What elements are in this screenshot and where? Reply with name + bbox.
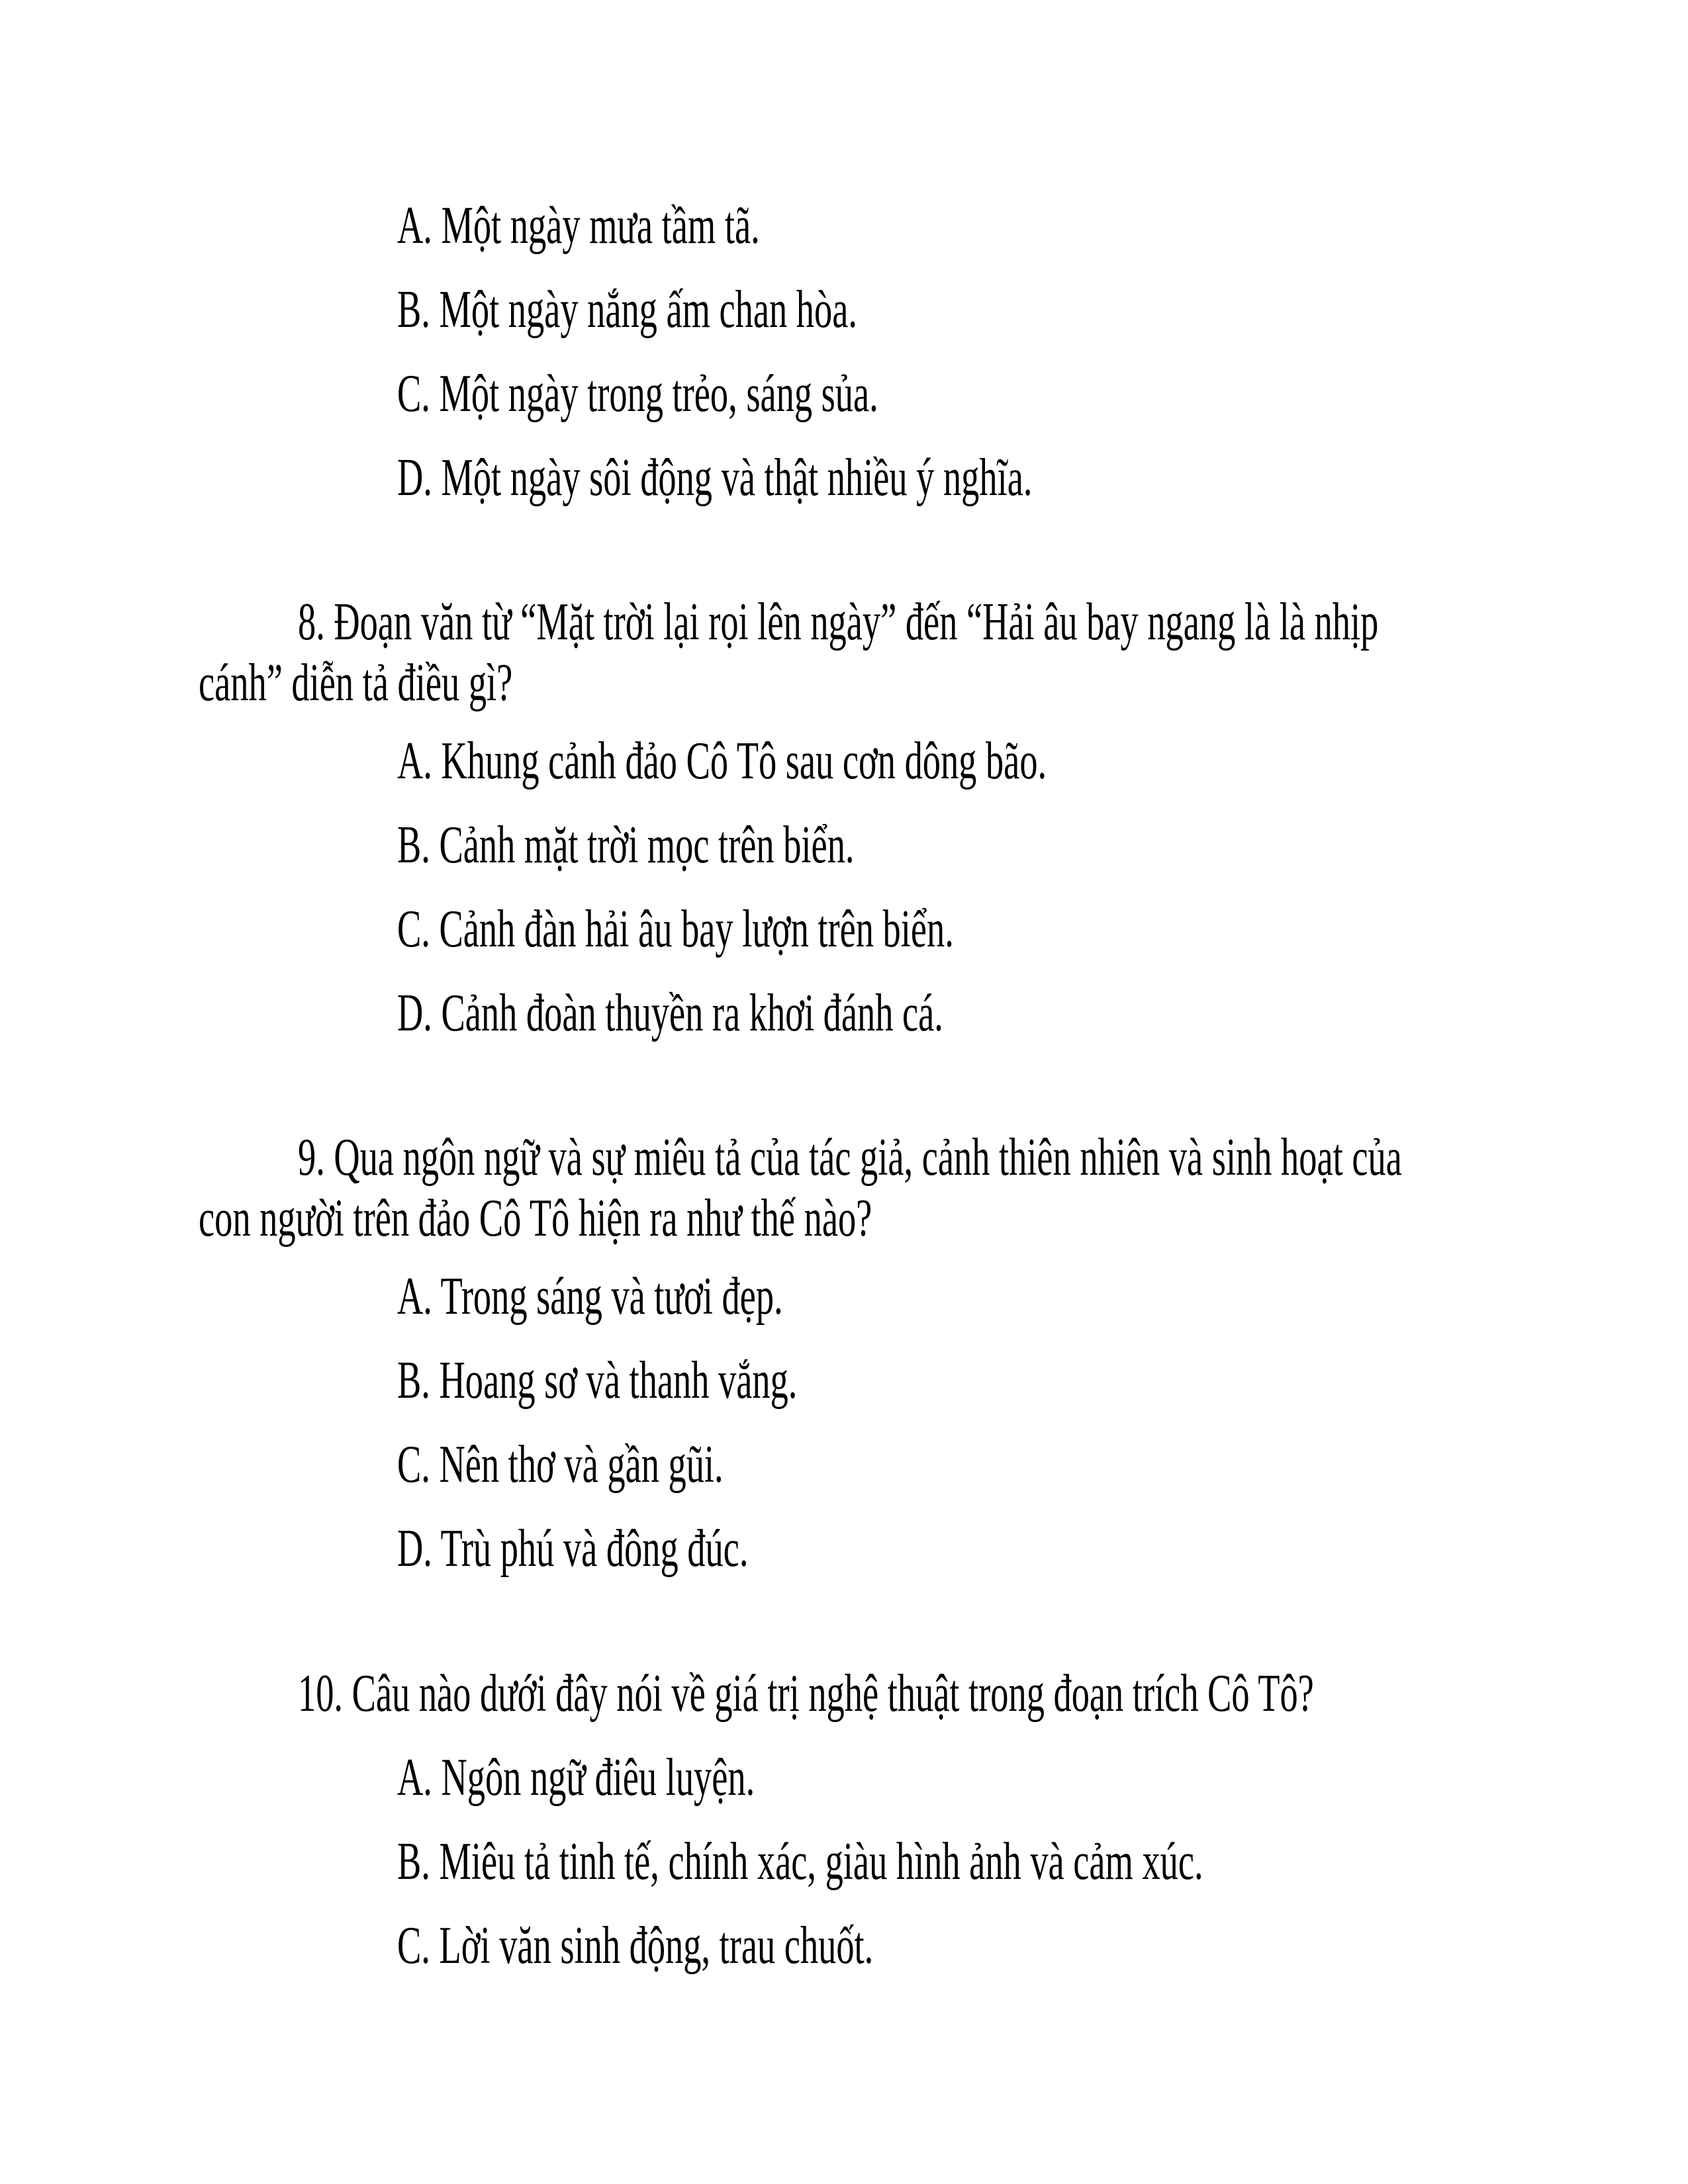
question8-option-b: B. Cảnh mặt trời mọc trên biển. — [397, 816, 855, 874]
question9-option-c: C. Nên thơ và gần gũi. — [397, 1435, 724, 1494]
question8-option-d: D. Cảnh đoàn thuyền ra khơi đánh cá. — [397, 984, 943, 1042]
question8-option-c: C. Cảnh đàn hải âu bay lượn trên biển. — [397, 900, 954, 958]
question8-option-a: A. Khung cảnh đảo Cô Tô sau cơn dông bão. — [397, 732, 1047, 790]
question7-option-d: D. Một ngày sôi động và thật nhiều ý nghĩa. — [397, 449, 1033, 507]
question10-option-a: A. Ngôn ngữ điêu luyện. — [397, 1749, 755, 1807]
question10-option-b: B. Miêu tả tinh tế, chính xác, giàu hình ảnh và cảm xúc. — [397, 1833, 1203, 1891]
question10-text-line-1: 10. Câu nào dưới đây nói về giá trị nghệ thuật trong đoạn trích Cô Tô? — [298, 1664, 1314, 1723]
question7-option-b: B. Một ngày nắng ấm chan hòa. — [397, 281, 857, 339]
question9-text-line-2: con người trên đảo Cô Tô hiện ra như thế nào? — [199, 1189, 872, 1248]
question8-text-line-2: cánh” diễn tả điều gì? — [199, 654, 513, 712]
question9-option-a: A. Trong sáng và tươi đẹp. — [397, 1267, 783, 1326]
question9-option-d: D. Trù phú và đông đúc. — [397, 1520, 749, 1578]
question8-text-line-1: 8. Đoạn văn từ “Mặt trời lại rọi lên ngày” đến “Hải âu bay ngang là là nhịp — [298, 593, 1379, 651]
question9-option-b: B. Hoang sơ và thanh vắng. — [397, 1351, 798, 1410]
question10-option-c: C. Lời văn sinh động, trau chuốt. — [397, 1917, 874, 1975]
question9-text-line-1: 9. Qua ngôn ngữ và sự miêu tả của tác giả, cảnh thiên nhiên và sinh hoạt của — [298, 1128, 1402, 1187]
question7-option-a: A. Một ngày mưa tầm tã. — [397, 197, 760, 255]
question7-option-c: C. Một ngày trong trẻo, sáng sủa. — [397, 365, 878, 423]
